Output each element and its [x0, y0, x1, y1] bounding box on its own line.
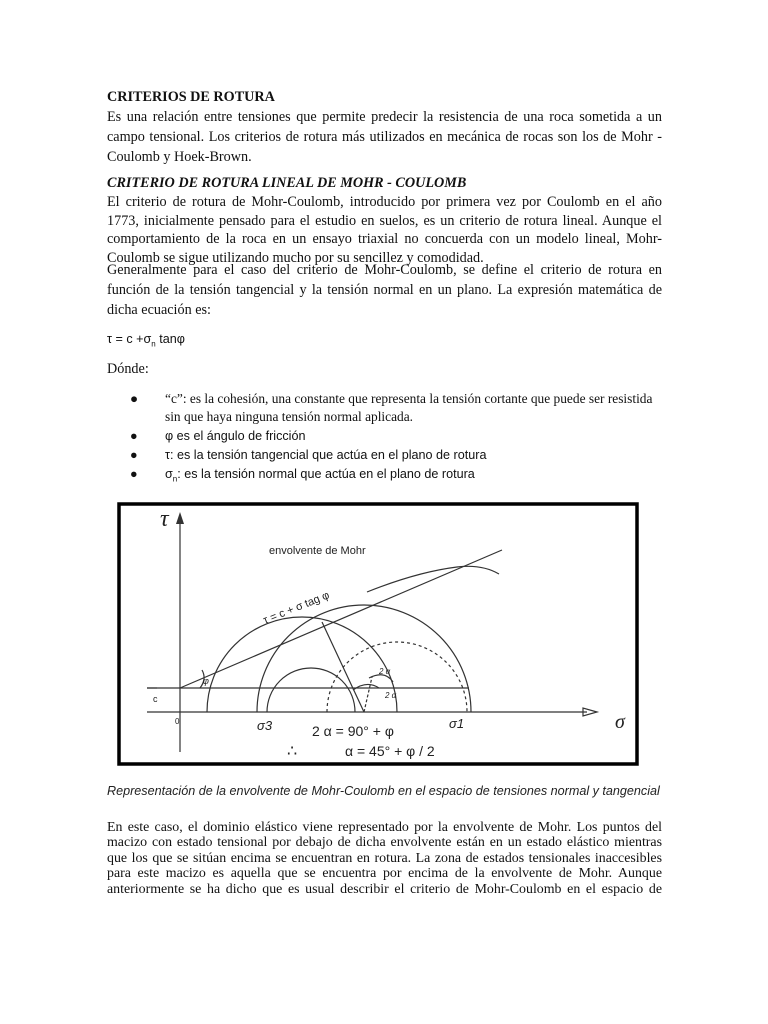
intro-paragraph: Es una relación entre tensiones que permite predecir la resistencia de una roca sometida a un campo tensional. Los criterios de rotura más utilizados en mecánica de rocas son los de Mohr - Coulomb y Hoek-Brown. [107, 109, 662, 165]
envelope-label: envolvente de Mohr [269, 545, 366, 557]
list-item [130, 465, 665, 489]
sigma3-label: σ3 [257, 718, 273, 733]
two-alpha-label-lower: 2 α [385, 691, 397, 700]
cohesion-label: c [153, 694, 158, 704]
figure-caption: Representación de la envolvente de Mohr-Coulomb en el espacio de tensiones normal y tangencial [107, 784, 660, 798]
envelope-equation-label: τ = c + σ tag φ [261, 589, 332, 627]
definitions-list [130, 390, 665, 490]
heading-mohr-coulomb: CRITERIO DE ROTURA LINEAL DE MOHR - COULOMB [107, 175, 467, 191]
therefore-symbol: ∴ [287, 743, 298, 760]
sigma1-label: σ1 [449, 716, 465, 731]
bullet-icon: ● [130, 429, 138, 443]
paragraph-mohr-coulomb-definition: Generalmente para el caso del criterio de Mohr-Coulomb, se define el criterio de rotura en función de la tensión tangencial y la tensión normal en un plano. La expresión matemática de dicha ecuación es: [107, 262, 662, 318]
bullet-text-normal-stress: $\sigma_n$: es la tensión normal que actúa en el plano de rotura [165, 467, 475, 484]
paragraph-mohr-coulomb-history: El criterio de rotura de Mohr-Coulomb, introducido por primera vez por Coulomb en el año 1773, inicialmente pensado para el estudio en suelos, es un criterio de rotura lineal. Aunque el comportamiento de la roca en un ensayo triaxial no concuerda con un modelo lineal, Mohr-Coulomb se sigue utilizando mucho por su sencillez y comodidad. [107, 194, 662, 266]
alpha-equation-2: α = 45° + φ / 2 [345, 743, 435, 759]
heading-criterios-de-rotura: CRITERIOS DE ROTURA [107, 89, 275, 105]
list-item [130, 446, 665, 464]
two-alpha-label-upper: 2 α [379, 667, 391, 676]
donde-label: Dónde: [107, 361, 149, 377]
list-item [130, 390, 665, 426]
list-item [130, 427, 665, 445]
equation: $\tau = c +\sigma_n$ tanφ [107, 332, 185, 349]
bullet-text-cohesion: “c”: es la cohesión, una constante que representa la tensión cortante que puede ser resistida sin que haya ninguna tensión normal aplicada. [165, 391, 653, 424]
tau-axis-label: τ [160, 506, 169, 532]
alpha-equation-1: 2 α = 90° + φ [312, 723, 394, 739]
bullet-icon: ● [130, 467, 138, 481]
bullet-text-tangential-stress: τ: es la tensión tangencial que actúa en el plano de rotura [165, 448, 487, 462]
paragraph-elastic-domain: En este caso, el dominio elástico viene representado por la envolvente de Mohr. Los puntos del macizo con estado tensional por debajo de dicha envolvente están en un estado elástico mientras que los que se sitúan encima se encuentran en rotura. La zona de estados tensionales inaccesibles para este macizo es aquella que se encuentra por encima de la envolvente de Mohr. Aunque anteriormente se ha dicho que es usual describir el criterio de Mohr-Coulomb en el espacio de [107, 820, 662, 897]
origin-label: 0 [175, 717, 180, 726]
bullet-icon: ● [130, 391, 139, 406]
mohr-envelope-figure [117, 502, 639, 766]
bullet-icon: ● [130, 448, 138, 462]
bullet-text-friction-angle: φ es el ángulo de fricción [165, 429, 306, 443]
sigma-axis-label: σ [615, 711, 625, 733]
phi-label: φ [203, 676, 209, 686]
